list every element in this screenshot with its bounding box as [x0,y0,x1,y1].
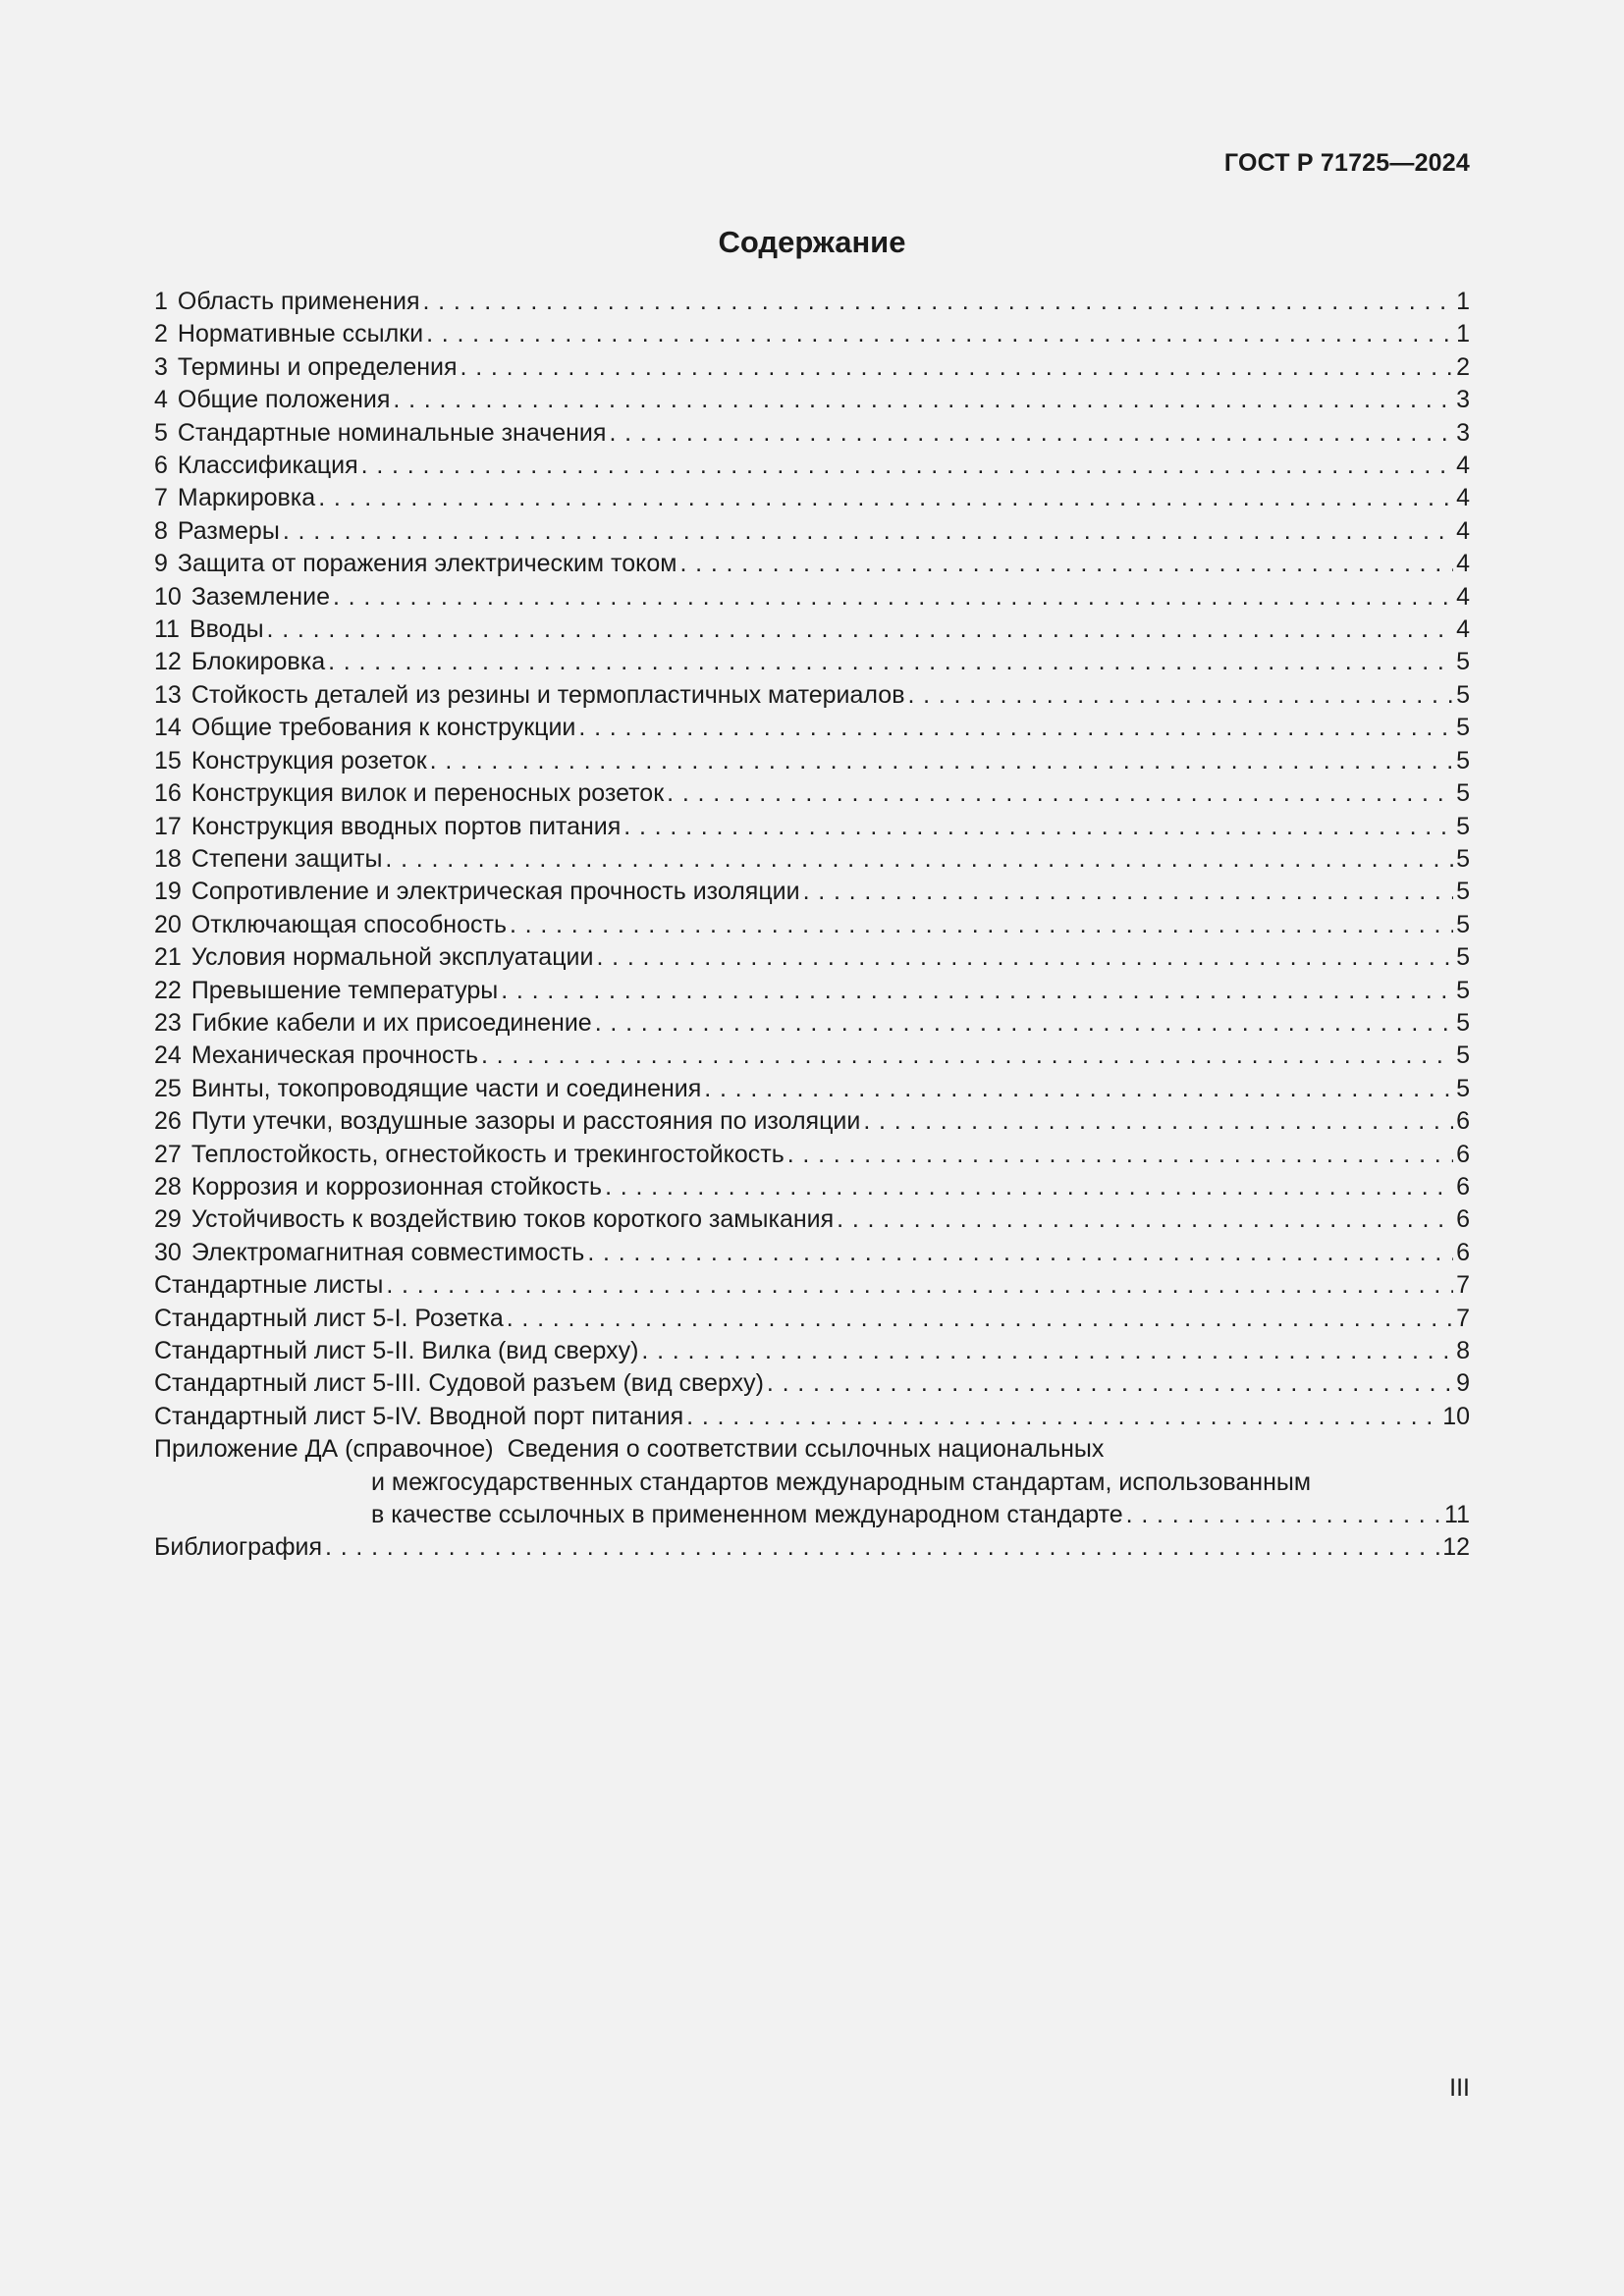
toc-leader [704,1073,1453,1105]
toc-leader [596,941,1453,974]
toc-page-number: 6 [1456,1140,1470,1168]
toc-leader [907,679,1453,712]
toc-entry[interactable]: 30 Электромагнитная совместимость . . . 6 [154,1237,1470,1269]
toc-leader [623,811,1453,843]
toc-entry[interactable]: 11 Вводы . . . 4 [154,614,1470,646]
toc-entry[interactable]: 8 Размеры . . . 4 [154,515,1470,548]
toc-entry[interactable]: 2 Нормативные ссылки . . . 1 [154,318,1470,350]
toc-leader [1126,1499,1441,1531]
toc-leader [393,384,1453,416]
toc-leader [422,286,1453,318]
toc-page-number: 4 [1456,550,1470,578]
toc-leader [587,1237,1453,1269]
toc-page-number: 9 [1456,1369,1470,1398]
toc-leader [430,745,1453,777]
toc-leader [837,1203,1453,1236]
toc-leader [318,482,1453,514]
toc-page-number: 2 [1456,352,1470,381]
toc-entry-bibliography[interactable]: Библиография . . . 12 [154,1531,1470,1564]
toc-page-number: 5 [1456,1041,1470,1070]
toc-leader [386,1269,1453,1302]
toc-entry-sheet[interactable]: Стандартный лист 5-III. Судовой разъем (вид сверху) . . . 9 [154,1367,1470,1400]
toc-entry[interactable]: 26 Пути утечки, воздушные зазоры и расстояния по изоляции . . . 6 [154,1105,1470,1138]
toc-leader [595,1007,1453,1040]
toc-page-number: 5 [1456,910,1470,938]
toc-entry[interactable]: 7 Маркировка . . . 4 [154,482,1470,514]
toc-page-number: 11 [1444,1501,1470,1529]
toc-leader [609,417,1453,450]
toc-leader [501,975,1453,1007]
toc-entry[interactable]: 21 Условия нормальной эксплуатации . . . 5 [154,941,1470,974]
toc-leader [283,515,1453,548]
toc-entry[interactable]: 17 Конструкция вводных портов питания . . . 5 [154,811,1470,843]
toc-page-number: 5 [1456,648,1470,676]
toc-page-number: 5 [1456,976,1470,1004]
toc-leader [328,646,1453,678]
toc-entry[interactable]: 27 Теплостойкость, огнестойкость и трекингостойкость . . . 6 [154,1139,1470,1171]
toc-entry[interactable]: 10 Заземление . . . 4 [154,581,1470,614]
toc-entry-sheets[interactable]: Стандартные листы . . . 7 [154,1269,1470,1302]
toc-page-number: 1 [1456,320,1470,348]
toc-page-number: 5 [1456,1074,1470,1102]
toc-entry[interactable]: 18 Степени защиты . . . 5 [154,843,1470,876]
toc-leader [507,1303,1453,1335]
toc-page-number: 1 [1456,288,1470,315]
toc-page-number: 6 [1456,1107,1470,1136]
toc-leader [767,1367,1453,1400]
toc-page-number: 5 [1456,943,1470,972]
toc-page-number: 3 [1456,418,1470,447]
annex-title-line-3: в качестве ссылочных в примененном международном стандарте [371,1501,1123,1529]
annex-prefix: Приложение ДА (справочное) [154,1435,494,1464]
toc-page-number: 7 [1456,1271,1470,1300]
toc-page-number: 6 [1456,1238,1470,1266]
toc-leader [333,581,1453,614]
toc-title: Содержание [718,225,906,259]
toc-page-number: 5 [1456,844,1470,873]
annex-title-line-2: и межгосударственных стандартов международным стандартам, использованным [371,1468,1312,1496]
toc-leader [361,450,1453,482]
toc-page-number: 4 [1456,452,1470,480]
toc-page-number: 5 [1456,1008,1470,1037]
toc-leader [426,318,1453,350]
toc-page-number: 7 [1456,1304,1470,1332]
toc-leader [578,712,1453,744]
toc-page-number: 5 [1456,779,1470,808]
toc-entry[interactable]: 25 Винты, токопроводящие части и соединения . . . 5 [154,1073,1470,1105]
toc-entry[interactable]: 19 Сопротивление и электрическая прочность изоляции . . . 5 [154,876,1470,908]
toc-entry[interactable]: 23 Гибкие кабели и их присоединение . . . 5 [154,1007,1470,1040]
toc-entry[interactable]: 29 Устойчивость к воздействию токов короткого замыкания . . . 6 [154,1203,1470,1236]
toc-page-number: 4 [1456,484,1470,512]
toc-entry[interactable]: 14 Общие требования к конструкции . . . 5 [154,712,1470,744]
page-number: III [1449,2074,1470,2102]
toc-leader [510,909,1453,941]
annex-title-line-1: Сведения о соответствии ссылочных национальных [507,1435,1105,1464]
toc-entry[interactable]: 3 Термины и определения . . . 2 [154,351,1470,384]
toc-entry[interactable]: 16 Конструкция вилок и переносных розеток . . . 5 [154,777,1470,810]
toc-entry-sheet[interactable]: Стандартный лист 5-II. Вилка (вид сверху) . . . 8 [154,1335,1470,1367]
toc-entry-annex[interactable] [154,1433,1470,1531]
toc-page-number: 6 [1456,1205,1470,1234]
toc-page-number: 4 [1456,516,1470,545]
toc-entry[interactable]: 12 Блокировка . . . 5 [154,646,1470,678]
toc-page-number: 10 [1442,1402,1470,1430]
toc-leader [787,1139,1453,1171]
document-code: ГОСТ Р 71725—2024 [1223,149,1470,177]
toc-page-number: 5 [1456,714,1470,742]
toc-page-number: 12 [1442,1533,1470,1562]
toc-page-number: 8 [1456,1337,1470,1364]
toc-page-number: 3 [1456,386,1470,414]
toc-leader [641,1335,1453,1367]
toc-leader [667,777,1453,810]
toc-page-number: 4 [1456,582,1470,611]
toc-entry-sheet[interactable]: Стандартный лист 5-IV. Вводной порт питания . . . 10 [154,1401,1470,1433]
toc-entry-sheet[interactable]: Стандартный лист 5-I. Розетка . . . 7 [154,1303,1470,1335]
toc-leader [267,614,1454,646]
toc-page-number: 5 [1456,746,1470,774]
toc-entry[interactable]: 6 Классификация . . . 4 [154,450,1470,482]
toc-entry[interactable]: 15 Конструкция розеток . . . 5 [154,745,1470,777]
toc-entry[interactable]: 5 Стандартные номинальные значения . . . 3 [154,417,1470,450]
toc-leader [863,1105,1453,1138]
toc-entry[interactable]: 22 Превышение температуры . . . 5 [154,975,1470,1007]
toc-entry[interactable]: 4 Общие положения . . . 3 [154,384,1470,416]
toc-entry[interactable]: 13 Стойкость деталей из резины и термопластичных материалов . . . 5 [154,679,1470,712]
toc-page-number: 4 [1456,615,1470,644]
toc-page-number: 6 [1456,1172,1470,1201]
toc-entry[interactable]: 24 Механическая прочность . . . 5 [154,1040,1470,1072]
table-of-contents [154,286,1470,1565]
toc-entry[interactable]: 1 Область применения . . . 1 [154,286,1470,318]
toc-entry[interactable]: 20 Отключающая способность . . . 5 [154,909,1470,941]
toc-leader [803,876,1454,908]
toc-leader [679,548,1453,580]
toc-entry[interactable]: 9 Защита от поражения электрическим током . . . 4 [154,548,1470,580]
toc-leader [325,1531,1439,1564]
toc-page-number: 5 [1456,680,1470,709]
toc-leader [605,1171,1453,1203]
toc-leader [460,351,1454,384]
toc-page-number: 5 [1456,812,1470,840]
toc-leader [385,843,1453,876]
toc-page-number: 5 [1456,878,1470,906]
toc-leader [481,1040,1453,1072]
toc-entry[interactable]: 28 Коррозия и коррозионная стойкость . . . 6 [154,1171,1470,1203]
toc-leader [686,1401,1439,1433]
